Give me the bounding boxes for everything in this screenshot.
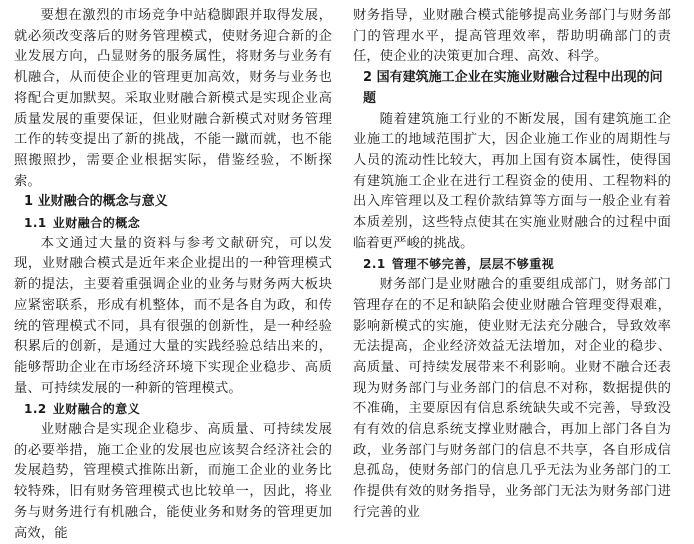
continued-paragraph: 财务指导，业财融合模式能够提高业务部门与财务部门的管理水平，提高管理效率，帮助明确部门的责任，使企业的决策更加合理、高效、科学。 [353,8,671,65]
subsection-1-1-title: 业财融合的概念 [52,216,141,231]
subsection-1-2-number: 1.2 [24,402,47,417]
subsection-2-1-heading [353,254,671,275]
subsection-2-1-number: 2.1 [363,257,386,272]
paragraph-2-1: 财务部门是业财融合的重要组成部门，财务部门管理存在的不足和缺陷会使业财融合管理变得艰难，影响新模式的实施，使业财无法充分融合，导致效率无法提高，企业经济效益无法增加，对企业的稳步、高质量、可持续发展带来不利影响。业财不融合还表现为财务部门与业务部门的信息不对称，数据提供的不准确，主要原因有信息系统缺失或不完善，导致没有有效的信息系统支撑业财融合，再加上部门各自为政，业务部门与财务部门的信息不共享，各自形成信息孤岛，使财务部门的信息几乎无法为业务部门的工作提供有效的财务指导，业务部门无法为财务部门进行完善的业 [353,277,671,520]
subsection-1-1-heading [14,213,332,234]
paragraph-1-1: 本文通过大量的资料与参考文献研究，可以发现，业财融合模式是近年来企业提出的一种管理模式新的提法，主要着重强调企业的业务与财务两大板块应紧密联系，形成有机整体，而不是各自为政，和传统的管理模式不同，具有很强的创新性，是一种经验积累后的创新，是通过大量的实践经验总结出来的，能够帮助企业在市场经济环境下实现企业稳步、高质量、可持续发展的一种新的管理模式。 [14,235,332,396]
left-column [14,6,332,544]
paragraph-2: 随着建筑施工行业的不断发展，国有建筑施工企业施工的地域范围扩大，因企业施工作业的周期性与人员的流动性比较大，再加上国有资本属性，使得国有建筑施工企业在进行工程资金的使用、工程物料的出入库管理以及工程价款结算等方面与一般企业有着本质差别，这些特点使其在实施业财融合的过程中面临着更严峻的挑战。 [353,111,671,251]
subsection-2-1-title: 管理不够完善，层层不够重视 [391,257,555,272]
subsection-1-2-heading [14,399,332,420]
paragraph-1-2: 业财融合是实现企业稳步、高质量、可持续发展的必要举措，施工企业的发展也应该契合经济社会的发展趋势，管理模式推陈出新，而施工企业的业务比较特殊，旧有财务管理模式也比较单一，因此，将业务与财务进行有机融合，能使业务和财务的管理更加高效，能 [14,422,332,541]
section-2-heading: 2 国有建筑施工企业在实施业财融合过程中出现的问题 [363,70,663,106]
subsection-1-1-number: 1.1 [24,216,47,231]
right-column [353,6,671,524]
subsection-1-2-title: 业财融合的意义 [52,402,141,417]
intro-paragraph: 要想在激烈的市场竞争中站稳脚跟并取得发展，就必须改变落后的财务管理模式，使财务迎合新的企业发展方向，凸显财务的服务属性，将财务与业务有机融合，从而使企业的管理更加高效，财务与业务也将配合更加默契。采取业财融合新模式是实现企业高质量发展的重要保证，但业财融合新模式对财务管理工作的转变提出了新的挑战，不能一蹴而就，也不能照搬照抄，需要企业根据实际，借鉴经验，不断探索。 [14,8,332,189]
section-1-heading: 1 业财融合的概念与意义 [24,194,168,210]
